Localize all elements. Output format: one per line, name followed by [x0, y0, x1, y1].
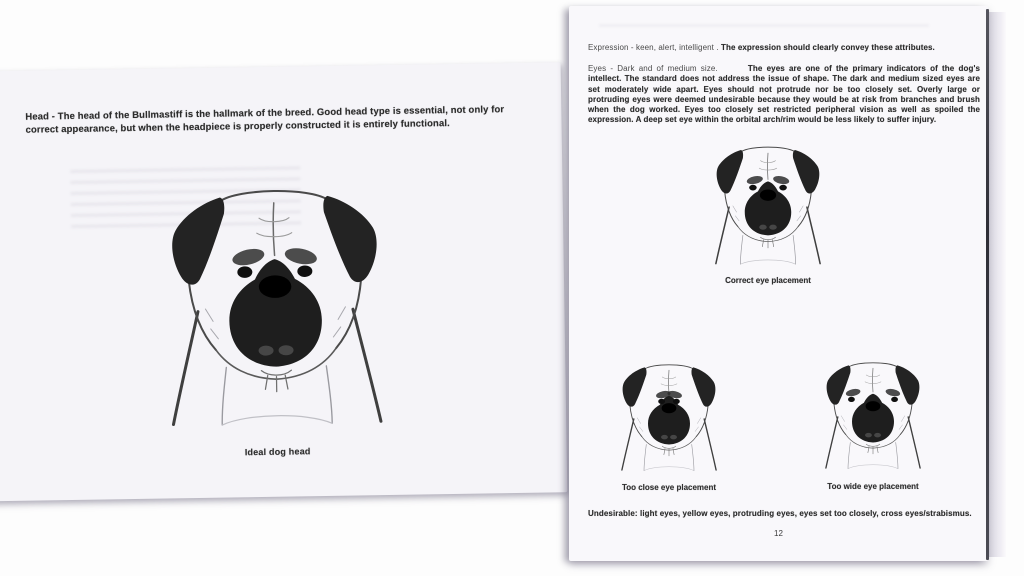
ideal-dog-head-caption: Ideal dog head: [244, 446, 311, 458]
eyes-definition: The eyes are one of the primary indicators of the dog's intellect. The standard does not address the issue of shape. The dark and medium sized eyes are set moderately wide apart. Eyes should not protrude nor be too closely set. Overly large or protruding eyes were deemed undesirable because they would be at risk from branches and brush when the dog worked. Eyes too closely set restricted peripheral vision as well as spoiled the expression. A deep set eye within the orbital arch/rim would be less likely to suffer injury.: [588, 64, 981, 125]
page-edge-spine-line: [986, 9, 989, 560]
page-number: 12: [774, 529, 783, 538]
correct-eye-placement-caption: Correct eye placement: [725, 276, 811, 285]
too-wide-eye-placement-caption: Too wide eye placement: [827, 482, 919, 491]
ideal-dog-head-illustration: [148, 161, 402, 434]
head-paragraph: Head - The head of the Bullmastiff is the hallmark of the breed. Good head type is essential, not only for correct appearance, but when the headpiece is properly constructed it is entirely functional.: [25, 104, 505, 136]
too-close-eye-placement-caption: Too close eye placement: [621, 483, 717, 492]
page-showthrough-ghost: [599, 24, 929, 34]
left-page: [0, 62, 567, 501]
correct-eye-placement-illustration: [705, 133, 831, 268]
expression-definition: The expression should clearly convey these attributes.: [720, 43, 935, 52]
expression-term: Expression - keen, alert, intelligent .: [588, 43, 719, 52]
undesirable-paragraph: [588, 509, 980, 519]
undesirable-text: light eyes, yellow eyes, protruding eyes, eyes set too closely, cross eyes/strabismus.: [637, 509, 972, 518]
too-close-eye-placement-illustration: [612, 352, 726, 474]
right-page: [569, 6, 988, 561]
eyes-paragraph: [588, 64, 980, 126]
too-wide-eye-placement-illustration: [816, 350, 930, 472]
book-backdrop-strip: [989, 12, 1006, 557]
eyes-term: Eyes - Dark and of medium size.: [588, 64, 718, 73]
expression-paragraph: [588, 43, 980, 53]
undesirable-label: Undesirable:: [588, 509, 638, 518]
